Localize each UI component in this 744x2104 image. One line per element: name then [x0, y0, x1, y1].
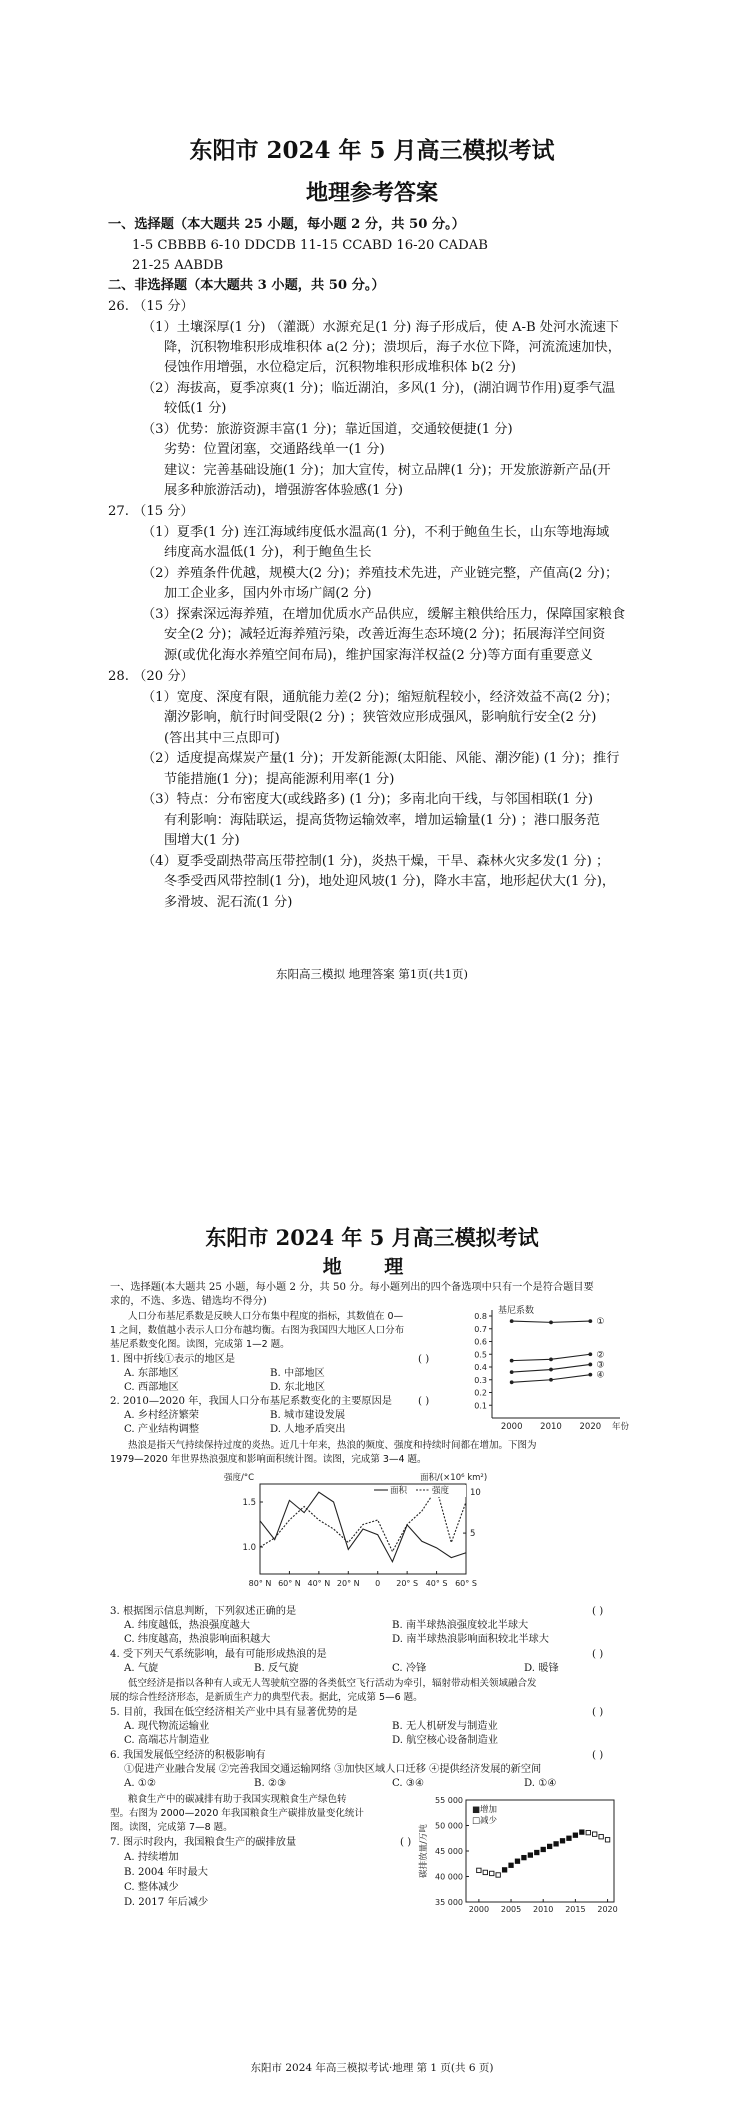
answer-line: 围增大(1 分) [164, 833, 240, 848]
y-axis-label: 基尼系数 [498, 1306, 535, 1316]
x-tick-label: 2015 [565, 1905, 586, 1914]
data-point [510, 1359, 514, 1363]
option: D. 南半球热浪影响面积较北半球大 [392, 1634, 549, 1645]
option: C. 高端芯片制造业 [124, 1735, 210, 1746]
data-point [588, 1319, 592, 1323]
gini-coefficient-chart [462, 1302, 642, 1434]
question-stem: 6. 我国发展低空经济的积极影响有 [110, 1750, 266, 1761]
x-tick-label: 80° N [248, 1579, 272, 1588]
data-point [549, 1368, 553, 1372]
intensity-series-line [260, 1489, 466, 1552]
x-axis-label: 年份 [612, 1422, 630, 1432]
answer-line: （1）宽度、深度有限，通航能力差(2 分)；缩短航程较小，经济效益不高(2 分)； [142, 690, 619, 705]
data-point [588, 1363, 592, 1367]
material-text: 低空经济是指以各种有人或无人驾驶航空器的各类低空飞行活动为牵引，辐射带动相关领域融合发 [128, 1678, 537, 1689]
data-point [510, 1380, 514, 1384]
x-tick-label: 2005 [500, 1905, 522, 1914]
y-tick-label: 0.2 [474, 1388, 487, 1398]
decrease-marker [599, 1835, 603, 1839]
question-stem: 1. 图中折线①表示的地区是 [110, 1354, 236, 1365]
answer-line: （3）特点：分布密度大(或线路多) (1 分)；多南北向干线，与邻国相联(1 分) [142, 792, 594, 807]
decrease-marker [483, 1870, 487, 1874]
data-point [510, 1319, 514, 1323]
answer-line: 侵蚀作用增强，水位稳定后，沉积物堆积形成堆积体 b(2 分) [164, 360, 517, 375]
question-stem: 4. 受下列天气系统影响，最有可能形成热浪的是 [110, 1649, 327, 1660]
option: C. 西部地区 [124, 1382, 179, 1393]
statement-list: ①促进产业融合发展 ②完善我国交通运输网络 ③加快区域人口迁移 ④提供经济发展的新空间 [124, 1764, 542, 1775]
y-tick-label: 0.4 [474, 1363, 487, 1372]
series-label: ② [596, 1350, 605, 1361]
y-tick-label: 40 000 [435, 1872, 463, 1882]
decrease-marker [477, 1868, 481, 1872]
answer-line: 加工企业多，国内外市场广阔(2 分) [164, 586, 372, 601]
increase-marker [573, 1833, 577, 1837]
material-text: 粮食生产中的碳减排有助于我国实现粮食生产绿色转 [128, 1794, 347, 1805]
question-stem: 2. 2010—2020 年，我国人口分布基尼系数变化的主要原因是 [110, 1396, 392, 1407]
y-right-tick-label: 5 [470, 1529, 476, 1540]
answer-line: (答出其中三点即可) [164, 731, 280, 746]
y-tick-label: 0.6 [474, 1337, 487, 1347]
area-series-line [260, 1492, 466, 1562]
answer-line: （3）探索深远海养殖，在增加优质水产品供应，缓解主粮供给压力，保障国家粮食 [142, 607, 626, 622]
question-number: 28. （20 分） [108, 669, 194, 684]
x-tick-label: 2010 [533, 1905, 554, 1914]
answer-paren: ( ) [592, 1649, 604, 1660]
series-label: ① [596, 1317, 605, 1328]
option: B. 反气旋 [254, 1663, 299, 1674]
exam-subtitle: 地 理 [322, 1256, 422, 1278]
legend-intensity-label: 强度 [432, 1486, 450, 1496]
material-text: 图。读图，完成第 7—8 题。 [110, 1822, 233, 1833]
option: D. 航空核心设备制造业 [392, 1735, 498, 1746]
x-tick-label: 2000 [500, 1422, 523, 1432]
y-tick-label: 0.7 [474, 1324, 487, 1334]
y-tick-label: 0.1 [474, 1401, 487, 1411]
option: C. 纬度越高，热浪影响面积越大 [124, 1634, 271, 1645]
data-point [588, 1373, 592, 1377]
answer-line: 1-5 CBBBB 6-10 DDCDB 11-15 CCABD 16-20 CADAB [132, 238, 488, 253]
answer-line: 展多种旅游活动)，增强游客体验感(1 分) [164, 483, 404, 498]
option: D. ①④ [524, 1778, 557, 1789]
decrease-marker [496, 1873, 500, 1877]
answer-line: 源(或优化海水养殖空间布局)，维护国家海洋权益(2 分)等方面有重要意义 [164, 648, 593, 663]
y-tick-label: 1.5 [242, 1498, 256, 1508]
answer-sheet-footer: 东阳高三模拟 地理答案 第1页(共1页) [276, 967, 468, 981]
data-point [588, 1352, 592, 1356]
answer-line: （3）优势：旅游资源丰富(1 分)；靠近国道，交通较便捷(1 分) [142, 422, 513, 437]
option: B. 2004 年时最大 [124, 1867, 208, 1878]
answer-line: 安全(2 分)；减轻近海养殖污染，改善近海生态环境(2 分)；拓展海洋空间资 [164, 627, 606, 642]
material-text: 热浪是指天气持续保持过度的炎热。近几十年来，热浪的频度、强度和持续时间都在增加。下图为 [128, 1440, 537, 1451]
option: B. 无人机研发与制造业 [392, 1721, 498, 1732]
option: A. 乡村经济繁荣 [124, 1410, 199, 1421]
data-point [549, 1357, 553, 1361]
answer-line: 有利影响：海陆联运，提高货物运输效率，增加运输量(1 分) ；港口服务范 [164, 813, 600, 828]
x-tick-label: 2010 [540, 1422, 562, 1432]
increase-marker [515, 1859, 519, 1863]
question-stem: 3. 根据图示信息判断，下列叙述正确的是 [110, 1606, 297, 1617]
option: C. 产业结构调整 [124, 1424, 200, 1435]
section-instructions: 一、选择题(本大题共 25 小题，每小题 2 分，共 50 分。每小题列出的四个备选项中只有一个是符合题目要 [110, 1282, 594, 1293]
option: D. 东北地区 [270, 1382, 326, 1393]
option: D. 人地矛盾突出 [270, 1424, 346, 1435]
answer-line: 较低(1 分) [164, 401, 227, 416]
x-tick-label: 40° S [425, 1579, 448, 1588]
answer-paren: ( ) [592, 1606, 604, 1617]
decrease-marker [490, 1871, 494, 1875]
option: B. 城市建设发展 [270, 1410, 346, 1421]
answer-line: （4）夏季受副热带高压带控制(1 分)，炎热干燥，干旱、森林火灾多发(1 分) ； [142, 854, 610, 869]
legend-increase: ■增加 [472, 1805, 498, 1815]
x-tick-label: 2020 [579, 1422, 602, 1432]
answer-sheet-subtitle: 地理参考答案 [305, 180, 438, 206]
option: C. 整体减少 [124, 1882, 179, 1893]
answer-line: 潮汐影响，航行时间受限(2 分) ；狭管效应形成强风，影响航行安全(2 分) [164, 710, 597, 725]
increase-marker [554, 1842, 558, 1846]
y-tick-label: 0.3 [474, 1375, 487, 1385]
answer-paren: ( ) [592, 1707, 604, 1718]
option: A. ①② [124, 1778, 157, 1789]
section-instructions: 求的，不选、多选、错选均不得分) [110, 1296, 267, 1307]
answer-line: 建议：完善基础设施(1 分)；加大宣传，树立品牌(1 分)；开发旅游新产品(开 [164, 463, 611, 478]
legend-decrease: □减少 [472, 1816, 498, 1826]
data-point [510, 1370, 514, 1374]
answer-line: 纬度高水温低(1 分)，利于鲍鱼生长 [164, 545, 372, 560]
y-tick-label: 50 000 [435, 1821, 463, 1831]
option: A. 东部地区 [124, 1368, 179, 1379]
material-text: 人口分布基尼系数是反映人口分布集中程度的指标，其数值在 0— [128, 1311, 404, 1322]
decrease-marker [592, 1832, 596, 1836]
question-stem: 5. 目前，我国在低空经济相关产业中具有显著优势的是 [110, 1707, 358, 1718]
x-tick-label: 20° S [396, 1579, 419, 1588]
answer-line: 冬季受西风带控制(1 分)，地处迎风坡(1 分)，降水丰富，地形起伏大(1 分)， [164, 874, 616, 889]
y-tick-label: 0.8 [474, 1312, 487, 1321]
material-text: 展的综合性经济形态，是新质生产力的典型代表。据此，完成第 5—6 题。 [110, 1692, 423, 1703]
increase-marker [509, 1863, 513, 1867]
y-right-tick-label: 10 [470, 1488, 481, 1499]
answer-line: 21-25 AABDB [132, 258, 224, 273]
exam-footer: 东阳市 2024 年高三模拟考试·地理 第 1 页(共 6 页) [250, 2062, 494, 2074]
answer-line: 降，沉积物堆积形成堆积体 a(2 分)；溃坝后，海子水位下降，河流流速加快， [164, 340, 621, 355]
x-tick-label: 60° S [455, 1579, 477, 1588]
x-tick-label: 2020 [597, 1905, 618, 1914]
decrease-marker [605, 1838, 609, 1842]
answer-line: （2）养殖条件优越，规模大(2 分)；养殖技术先进，产业链完整，产值高(2 分)； [142, 566, 619, 581]
y-axis-right-label: 面积/(×10⁶ km²) [420, 1473, 488, 1483]
answer-line: 劣势：位置闭塞，交通路线单一(1 分) [164, 442, 385, 457]
answer-line: 节能措施(1 分)；提高能源利用率(1 分) [164, 772, 395, 787]
option: B. 南半球热浪强度较北半球大 [392, 1620, 529, 1631]
increase-marker [567, 1836, 571, 1840]
answer-line: （2）适度提高煤炭产量(1 分)；开发新能源(太阳能、风能、潮汐能) (1 分)；推行 [142, 751, 620, 766]
x-tick-label: 20° N [336, 1579, 360, 1588]
carbon-emission-chart [418, 1792, 624, 1922]
series-label: ③ [596, 1360, 605, 1371]
option: A. 现代物流运输业 [124, 1721, 210, 1732]
increase-marker [528, 1853, 532, 1857]
y-tick-label: 45 000 [435, 1847, 463, 1856]
answer-line: 多滑坡、泥石流(1 分) [164, 895, 293, 910]
option: D. 2017 年后减少 [124, 1897, 209, 1908]
answer-paren: ( ) [592, 1750, 604, 1761]
option: D. 暖锋 [524, 1663, 559, 1674]
answer-paren: ( ) [400, 1837, 412, 1848]
question-number: 27. （15 分） [108, 504, 194, 519]
increase-marker [547, 1844, 551, 1848]
option: A. 纬度越低，热浪强度越大 [124, 1620, 250, 1631]
answer-line: （1）夏季(1 分) 连江海域纬度低水温高(1 分)，不利于鲍鱼生长，山东等地海域 [142, 525, 610, 540]
question-stem: 7. 图示时段内，我国粮食生产的碳排放量 [110, 1837, 297, 1848]
x-tick-label: 0 [375, 1579, 381, 1588]
option: A. 气旋 [124, 1663, 159, 1674]
answer-sheet-title: 东阳市 2024 年 5 月高三模拟考试 [189, 137, 555, 164]
exam-page [0, 1180, 744, 2104]
heatwave-chart [222, 1470, 502, 1600]
data-point [549, 1320, 553, 1324]
decrease-marker [586, 1830, 590, 1834]
answer-paren: ( ) [418, 1354, 430, 1365]
option: C. ③④ [392, 1778, 425, 1789]
legend-area-label: 面积 [390, 1486, 408, 1496]
section-heading: 一、选择题（本大题共 25 小题，每小题 2 分，共 50 分。） [108, 217, 465, 232]
x-tick-label: 60° N [278, 1579, 301, 1588]
increase-marker [522, 1855, 526, 1859]
y-tick-label: 35 000 [435, 1898, 463, 1907]
option: B. ②③ [254, 1778, 287, 1789]
exam-title: 东阳市 2024 年 5 月高三模拟考试 [205, 1225, 539, 1250]
answer-paren: ( ) [418, 1396, 430, 1407]
y-tick-label: 55 000 [435, 1796, 463, 1805]
material-text: 1979—2020 年世界热浪强度和影响面积统计图。读图，完成第 3—4 题。 [110, 1454, 427, 1465]
option: A. 持续增加 [124, 1852, 179, 1863]
x-tick-label: 2000 [468, 1905, 490, 1914]
increase-marker [560, 1839, 564, 1843]
answer-line: （2）海拔高，夏季凉爽(1 分)；临近湖泊，多风(1 分)，(湖泊调节作用)夏季气温 [142, 381, 616, 396]
series-label: ④ [596, 1370, 605, 1381]
section-heading: 二、非选择题（本大题共 3 小题，共 50 分。） [108, 278, 385, 293]
y-axis-label: 强度/°C [224, 1473, 255, 1483]
y-tick-label: 1.0 [242, 1543, 256, 1553]
page-gap [0, 1060, 744, 1180]
data-point [549, 1378, 553, 1382]
legend-box [370, 1485, 466, 1497]
y-tick-label: 0.5 [474, 1350, 487, 1360]
question-number: 26. （15 分） [108, 299, 194, 314]
increase-marker [535, 1850, 539, 1854]
y-axis-label: 碳排放量/万吨 [419, 1824, 429, 1878]
material-text: 1 之间，数值越小表示人口分布越均衡。右图为我国四大地区人口分布 [110, 1325, 405, 1336]
material-text: 型。右图为 2000—2020 年我国粮食生产碳排放量变化统计 [110, 1808, 364, 1819]
material-text: 基尼系数变化图。读图，完成第 1—2 题。 [110, 1339, 290, 1350]
answer-line: （1）土壤深厚(1 分) （灌溉）水源充足(1 分) 海子形成后，使 A-B 处河水流速下 [142, 320, 620, 335]
option: C. 冷锋 [392, 1663, 427, 1674]
increase-marker [502, 1868, 506, 1872]
option: B. 中部地区 [270, 1368, 325, 1379]
increase-marker [580, 1830, 584, 1834]
increase-marker [541, 1847, 545, 1851]
x-tick-label: 40° N [307, 1579, 331, 1588]
